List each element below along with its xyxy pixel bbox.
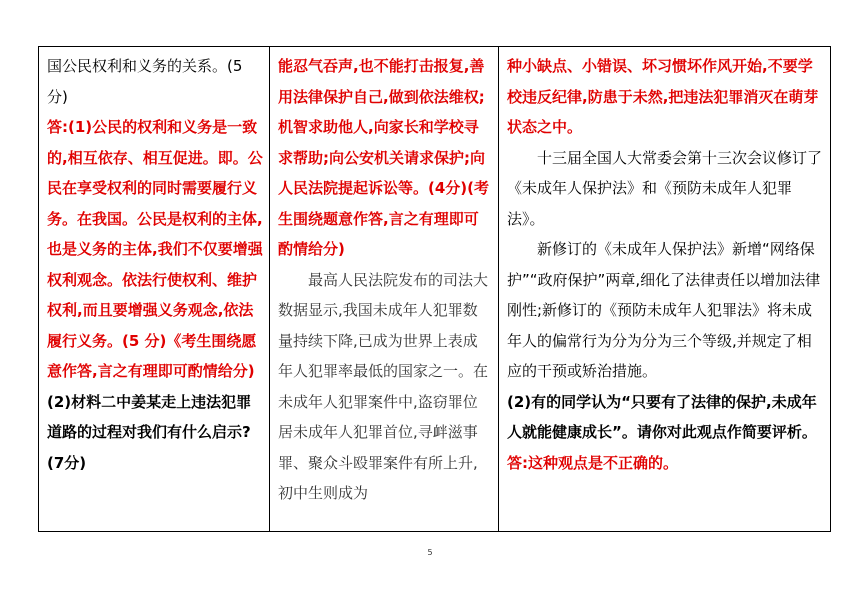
answer-2b: 答:这种观点是不正确的。 — [507, 453, 678, 472]
answer-table — [38, 46, 831, 532]
answer-continuation: 能忍气吞声,也不能打击报复,善用法律保护自己,做到依法维权;机智求助他人,向家长和学校寻求帮助;向公安机关请求保护;向人民法院提起诉讼等。(4分)(考生围绕题意作答,言之有理即可酌情给分) — [278, 57, 490, 258]
question-tail: 国公民权利和义务的关系。(5分) — [47, 57, 243, 106]
table-column-2 — [270, 47, 499, 531]
question-2: (2)材料二中姜某走上违法犯罪道路的过程对我们有什么启示?(7分) — [47, 392, 252, 472]
material-text: 最高人民法院发布的司法大数据显示,我国未成年人犯罪数量持续下降,已成为世界上表成年人犯罪率最低的国家之一。在未成年人犯罪案件中,盗窃罪位居未成年人犯罪首位,寻衅滋事罪、聚众斗殴罪案件有所上升,初中生则成为 — [278, 270, 489, 502]
table-column-3 — [499, 47, 830, 531]
question-2b: (2)有的同学认为“只要有了法律的保护,未成年人就能健康成长”。请你对此观点作简要评析。 — [507, 392, 817, 441]
table-column-1 — [39, 47, 270, 531]
material-paragraph-1: 十三届全国人大常委会第十三次会议修订了《未成年人保护法》和《预防未成年人犯罪法》。 — [507, 148, 823, 228]
page-number: 5 — [427, 548, 433, 557]
answer-continuation-2: 种小缺点、小错误、坏习惯坏作风开始,不要学校违反纪律,防患于未然,把违法犯罪消灭在萌芽状态之中。 — [507, 57, 819, 136]
answer-1: 答:(1)公民的权利和义务是一致的,相互依存、相互促进。即。公民在享受权利的同时需要履行义务。在我国。公民是权利的主体,也是义务的主体,我们不仅要增强权利观念。依法行使权利、维护权利,而且要增强义务观念,依法履行义务。(5 分)《考生围绕愿意作答,言之有理即可酌情给分) — [47, 118, 263, 380]
material-paragraph-2: 新修订的《未成年人保护法》新增“网络保护”“政府保护”两章,细化了法律责任以增加法律刚性;新修订的《预防未成年人犯罪法》将未成年人的偏常行为分为分为三个等级,并规定了相应的干预或矫治措施。 — [507, 240, 821, 380]
